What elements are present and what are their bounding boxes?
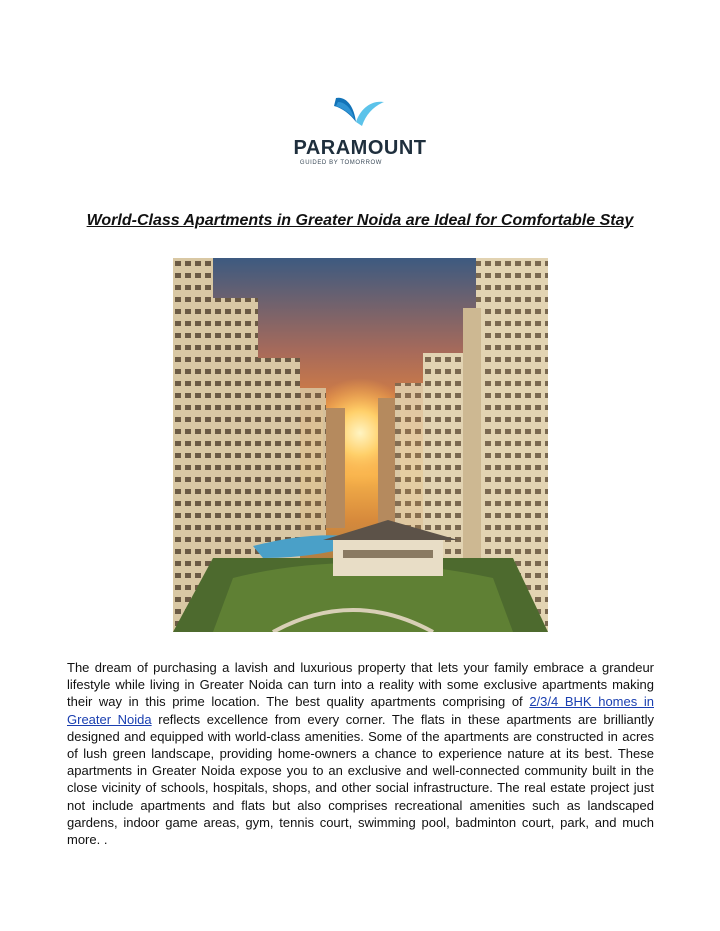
- paragraph-text-start: The dream of purchasing a lavish and luxurious property that lets your family embrace a grandeur lifestyle while living in Greater Noida can turn into a reality with some exclusive apartments making their way in this prime location. The best quality apartments comprising of: [67, 660, 654, 710]
- brand-logo: [0, 92, 720, 166]
- bhk-homes-link[interactable]: 2/3/4 BHK homes in Greater Noida: [67, 694, 654, 727]
- brand-name: PARAMOUNT: [293, 137, 427, 159]
- apartment-towers-sunset-photo-icon: [173, 258, 548, 632]
- article-paragraph: [67, 659, 654, 848]
- paramount-bird-icon: [328, 92, 388, 134]
- brand-tagline: GUIDED BY TOMORROW: [299, 160, 383, 166]
- hero-image: [173, 258, 548, 632]
- paragraph-text-end: reflects excellence from every corner. The flats in these apartments are brilliantly designed and equipped with world-class amenities. Some of the apartments are constructed in acres of lush green landscape, providing home-owners a chance to experience nature at its best. These apartments in Greater Noida expose you to an exclusive and well-connected community built in the close vicinity of schools, hospitals, shops, and other social infrastructure. The real estate project just not include apartments and flats but also comprises recreational amenities such as landscaped gardens, indoor game areas, gym, tennis court, swimming pool, badminton court, park, and much more. .: [67, 711, 654, 848]
- page-title: World-Class Apartments in Greater Noida are Ideal for Comfortable Stay: [86, 212, 634, 229]
